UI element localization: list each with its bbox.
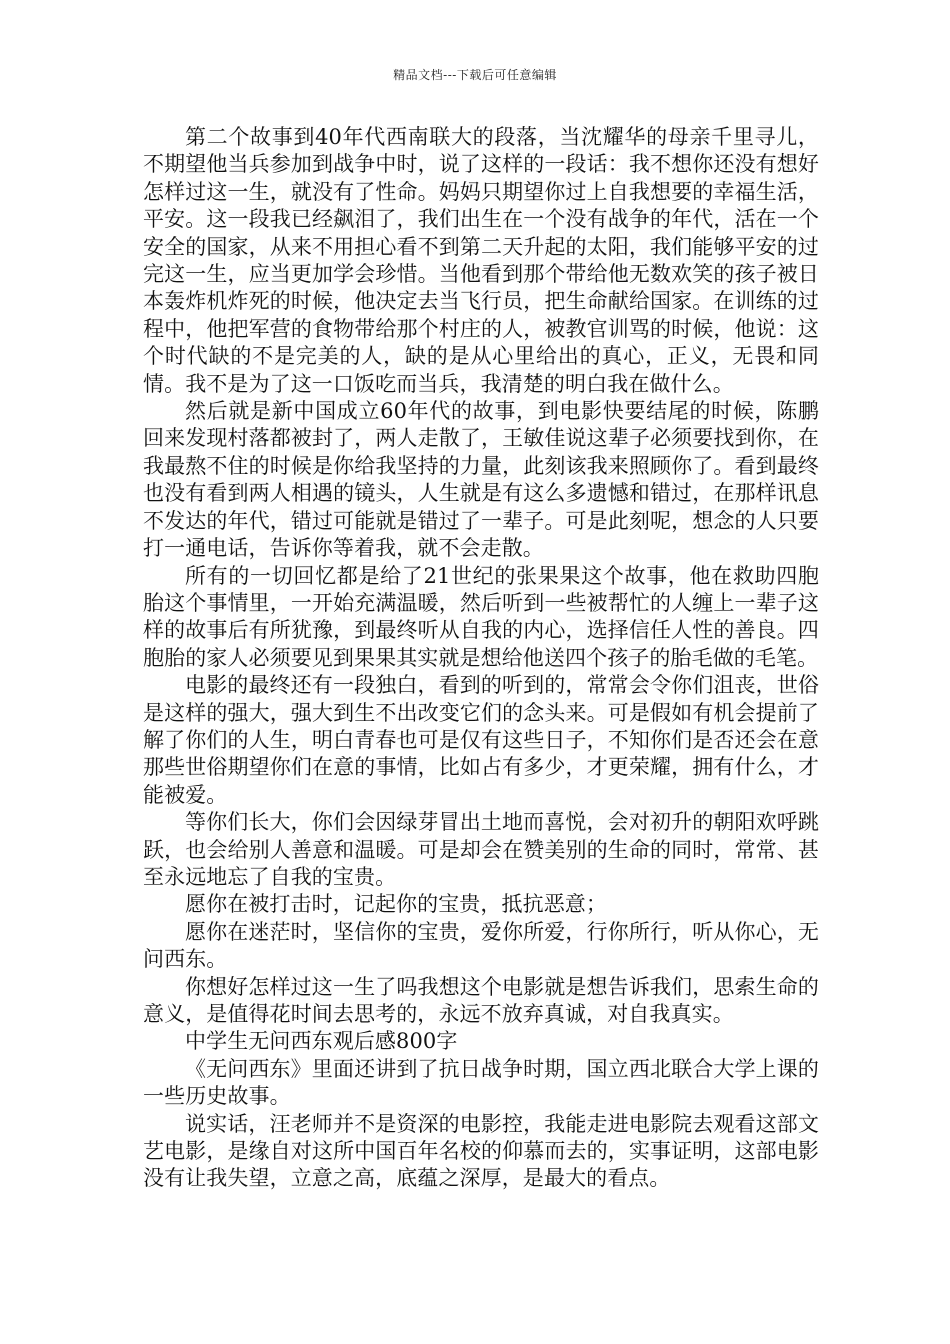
paragraph: 然后就是新中国成立60年代的故事，到电影快要结尾的时候，陈鹏回来发现村落都被封了，两人走散了，王敏佳说这辈子必须要找到你，在我最熬不住的时候是你给我坚持的力量，此刻该我来照顾你了。看到最终也没有看到两人相遇的镜头，人生就是有这么多遗憾和错过，在那样讯息不发达的年代，错过可能就是错过了一辈子。可是此刻呢，想念的人只要打一通电话，告诉你等着我，就不会走散。 <box>143 399 819 561</box>
paragraph: 所有的一切回忆都是给了21世纪的张果果这个故事，他在救助四胞胎这个事情里，一开始充满温暖，然后听到一些被帮忙的人缠上一辈子这样的故事后有所犹豫，到最终听从自我的内心，选择信任人性的善良。四胞胎的家人必须要见到果果其实就是想给他送四个孩子的胎毛做的毛笔。 <box>143 563 819 670</box>
paragraph: 愿你在迷茫时，坚信你的宝贵，爱你所爱，行你所行，听从你心，无问西东。 <box>143 919 819 972</box>
paragraph: 等你们长大，你们会因绿芽冒出土地而喜悦，会对初升的朝阳欢呼跳跃，也会给别人善意和温暖。可是却会在赞美别的生命的同时，常常、甚至永远地忘了自我的宝贵。 <box>143 810 819 889</box>
paragraph: 电影的最终还有一段独白，看到的听到的，常常会令你们沮丧，世俗是这样的强大，强大到生不出改变它们的念头来。可是假如有机会提前了解了你们的人生，明白青春也可是仅有这些日子，不知你们是否还会在意那些世俗期望你们在意的事情，比如占有多少，才更荣耀，拥有什么，才能被爱。 <box>143 673 819 807</box>
paragraph: 说实话，汪老师并不是资深的电影控，我能走进电影院去观看这部文艺电影，是缘自对这所中国百年名校的仰慕而去的，实事证明，这部电影没有让我失望，立意之高，底蕴之深厚，是最大的看点。 <box>143 1111 819 1191</box>
document-body <box>143 124 819 1193</box>
paragraph: 愿你在被打击时，记起你的宝贵，抵抗恶意； <box>185 892 607 917</box>
paragraph: 你想好怎样过这一生了吗我想这个电影就是想告诉我们，思索生命的意义，是值得花时间去思考的，永远不放弃真诚，对自我真实。 <box>143 974 819 1026</box>
paragraph: 《无问西东》里面还讲到了抗日战争时期，国立西北联合大学上课的一些历史故事。 <box>143 1056 819 1109</box>
section-title: 中学生无问西东观后感800字 <box>185 1029 458 1054</box>
page-header: 精品文档---下载后可任意编辑 <box>393 68 557 82</box>
paragraph: 第二个故事到40年代西南联大的段落，当沈耀华的母亲千里寻儿，不期望他当兵参加到战争中时，说了这样的一段话：我不想你还没有想好怎样过这一生，就没有了性命。妈妈只期望你过上自我想要的幸福生活，平安。这一段我已经飙泪了，我们出生在一个没有战争的年代，活在一个安全的国家，从来不用担心看不到第二天升起的太阳，我们能够平安的过完这一生，应当更加学会珍惜。当他看到那个带给他无数欢笑的孩子被日本轰炸机炸死的时候，他决定去当飞行员，把生命献给国家。在训练的过程中，他把军营的食物带给那个村庄的人，被教官训骂的时候，他说：这个时代缺的不是完美的人，缺的是从心里给出的真心，正义，无畏和同情。我不是为了这一口饭吃而当兵，我清楚的明白我在做什么。 <box>143 125 819 396</box>
